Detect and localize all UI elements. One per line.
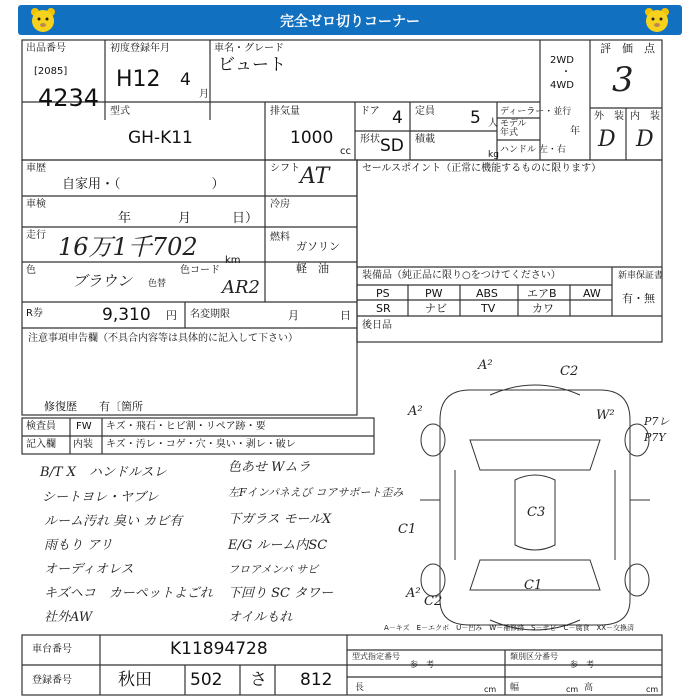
warranty-label: 新車保証書 (618, 271, 664, 281)
width-unit: cm (566, 685, 579, 694)
damage-legend: A－キズ E－エクボ U－凹み W－補修跡 S－サビ C－腐食 XX－交換済 (384, 624, 635, 632)
model-year-label2: 年式 (500, 128, 519, 138)
fuel-gas: ガソリン (296, 240, 340, 253)
page-title: 完全ゼロ切りコーナー (280, 14, 420, 30)
handwritten-note: キズヘコ カーペットよごれ (44, 586, 213, 601)
drive-dot: ・ (561, 67, 571, 78)
inspector-label-1: 検査員 (26, 421, 56, 432)
equip-tv: TV (481, 302, 496, 315)
drive-4wd: 4WD (550, 80, 574, 91)
handwritten-note: シートヨレ・ヤブレ (42, 490, 159, 505)
model-label: 型式 (110, 106, 130, 117)
diagram-mark: P7レ (644, 415, 670, 428)
handwritten-note: 下ガラス モールX (228, 512, 332, 527)
type-number-label: 類別区分番号 (510, 652, 558, 661)
capacity-label: 定員 (415, 106, 435, 117)
plate-number: 812 (300, 670, 333, 690)
chassis-label: 車台番号 (32, 644, 72, 655)
sales-point-label: セールスポイント（正常に機能するものに限ります） (362, 163, 602, 174)
history-value: 自家用・（ ） (62, 177, 225, 192)
notes-label: 注意事項申告欄（不具合内容等は具体的に記入して下さい） (28, 333, 298, 344)
displacement-value: 1000 (290, 128, 334, 148)
diagram-mark: A² (406, 586, 421, 601)
model-year-label1: モデル (500, 119, 527, 129)
inspector-label-2: 記入欄 (26, 439, 56, 450)
car-name-value: ビュート (218, 55, 286, 75)
ref-label-2: 参 考 (570, 660, 594, 669)
equip-abs: ABS (476, 287, 498, 300)
width-label: 幅 (510, 683, 520, 693)
interior-check-label: 内装 (73, 439, 93, 450)
diagram-mark: C1 (524, 578, 543, 593)
interior-check-items: キズ・汚レ・コゲ・穴・臭い・剥レ・破レ (106, 439, 296, 450)
capacity-value: 5 (470, 108, 481, 128)
inspection-year: 年 (118, 211, 132, 226)
mileage-label: 走行 (26, 230, 46, 241)
model-value: GH-K11 (128, 128, 193, 148)
equip-airbag: エアB (527, 287, 557, 300)
mileage-unit: km (225, 255, 241, 266)
door-label: ドア (360, 106, 380, 117)
shift-value: AT (300, 164, 330, 189)
car-name-label: 車名・グレード (214, 43, 284, 54)
diagram-mark: C1 (398, 522, 417, 537)
shape-value: SD (380, 136, 404, 156)
load-label: 積載 (415, 134, 435, 145)
exterior-value: D (598, 127, 616, 152)
rating-label: 評 価 点 (600, 42, 655, 55)
recycle-label: R券 (26, 308, 43, 319)
repair-history: 修復歴 有〔箇所 (44, 400, 143, 413)
plate-kana: さ (250, 670, 267, 690)
mileage-value: 16万1千702 (58, 233, 198, 261)
handwritten-note: ルーム汚れ 臭い カビ有 (44, 514, 183, 529)
lot-label: 出品番号 (26, 43, 66, 54)
handwritten-note: B/T X ハンドルスレ (40, 465, 167, 480)
diagram-mark: P7Y (644, 431, 666, 444)
equip-aw: AW (583, 287, 601, 300)
shift-label: シフト (270, 163, 300, 174)
history-label: 車歴 (26, 163, 46, 174)
interior-value: D (636, 127, 654, 152)
aircon-label: 冷房 (270, 199, 290, 210)
owner-label: 後日品 (362, 320, 392, 331)
inspection-label: 車検 (26, 199, 46, 210)
fuel-label: 燃料 (270, 232, 290, 243)
plate-label: 登録番号 (32, 675, 72, 686)
fw-label: FW (76, 421, 92, 432)
height-label: 高 (584, 683, 594, 693)
first-reg-month: 4 (180, 70, 191, 90)
name-change-label: 名変期限 (190, 309, 230, 320)
plate-class: 502 (190, 670, 223, 690)
diagram-mark: W² (596, 408, 615, 423)
door-value: 4 (392, 108, 403, 128)
equip-navi: ナビ (425, 302, 447, 315)
drive-2wd: 2WD (550, 55, 574, 66)
height-unit: cm (646, 685, 659, 694)
plate-region: 秋田 (118, 670, 152, 690)
inspection-day: 日） (232, 211, 259, 226)
capacity-unit: 人 (488, 118, 498, 129)
displacement-label: 排気量 (270, 106, 300, 117)
equip-ps: PS (376, 287, 390, 300)
equip-leather: カワ (532, 302, 554, 315)
exterior-label: 外 装 (594, 111, 624, 122)
rating-value: 3 (612, 60, 634, 100)
lot-number: 4234 (38, 84, 100, 112)
first-reg-label: 初度登録年月 (110, 43, 170, 54)
handle-label: ハンドル 左・右 (500, 145, 566, 155)
handwritten-note: 色あせ Wムラ (228, 460, 311, 475)
length-unit: cm (484, 685, 497, 694)
chassis-value: K11894728 (170, 639, 268, 659)
fuel-diesel: 軽 油 (296, 262, 329, 275)
load-unit: kg (488, 150, 499, 160)
first-reg-year: H12 (116, 67, 161, 92)
equipment-label: 装備品（純正品に限り○をつけてください） (362, 270, 561, 281)
diagram-mark: C2 (424, 594, 443, 609)
recycle-value: 9,310 (102, 305, 151, 325)
model-number-label: 型式指定番号 (352, 652, 400, 661)
recycle-unit: 円 (166, 309, 177, 322)
inspection-month: 月 (178, 211, 192, 226)
color-label: 色 (26, 265, 36, 276)
handwritten-note: 下回り SC タワー (228, 586, 334, 601)
warranty-value: 有・無 (622, 292, 655, 305)
color-code-value: AR2 (222, 277, 261, 298)
name-change-month: 月 (288, 309, 299, 322)
diagram-mark: A² (408, 404, 423, 419)
fw-items: キズ・飛石・ヒビ割・リペア跡・要 (106, 421, 266, 432)
lot-sub: [2085] (34, 66, 68, 77)
color-code-label: 色コード (180, 265, 220, 276)
length-label: 長 (355, 683, 365, 693)
handwritten-note: 社外AW (44, 610, 93, 625)
handwritten-note: オーディオレス (44, 562, 134, 577)
displacement-unit: cc (340, 146, 351, 157)
first-reg-month-unit: 月 (199, 89, 209, 100)
diagram-mark: A² (478, 358, 493, 373)
handwritten-note: オイルもれ (228, 610, 293, 625)
handwritten-note: フロアメンバ サビ (228, 563, 319, 576)
dealer-label: ディーラー・並行 (500, 107, 572, 117)
diagram-mark: C3 (527, 505, 546, 520)
handwritten-note: 左Fインパネえび コアサポート歪み (228, 486, 404, 499)
ref-label-1: 参 考 (410, 660, 434, 669)
color-change-label: 色替 (148, 279, 167, 289)
equip-pw: PW (425, 287, 443, 300)
name-change-day: 日 (340, 309, 351, 322)
shape-label: 形状 (360, 134, 380, 145)
color-value: ブラウン (72, 272, 133, 290)
model-year-unit: 年 (570, 126, 580, 137)
handwritten-note: 雨もり アリ (44, 538, 113, 553)
handwritten-note: E/G ルーム内SC (228, 538, 328, 553)
diagram-mark: C2 (560, 364, 579, 379)
equip-sr: SR (376, 302, 391, 315)
interior-label: 内 装 (630, 111, 660, 122)
